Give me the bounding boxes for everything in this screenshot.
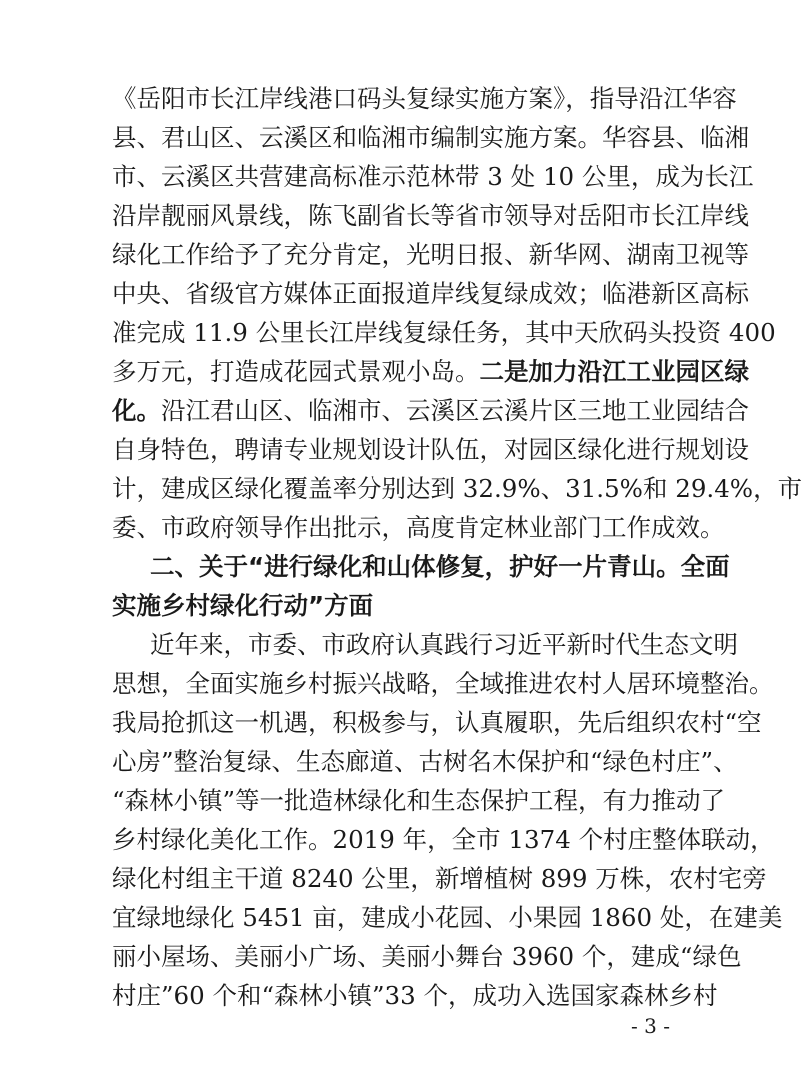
text-line: 计，建成区绿化覆盖率分别达到 32.9%、31.5%和 29.4%，市 (112, 474, 802, 503)
text-line: 绿化工作给予了充分肯定，光明日报、新华网、湖南卫视等 (112, 240, 749, 269)
text-line: 中央、省级官方媒体正面报道岸线复绿成效；临港新区高标 (112, 279, 749, 308)
text-line: 市、云溪区共营建高标准示范林带 3 处 10 公里，成为长江 (112, 162, 754, 191)
bold-lead-phrase: 化。 (112, 396, 161, 425)
text-line: 《岳阳市长江岸线港口码头复绿实施方案》，指导沿江华容 (112, 84, 737, 113)
page-number: - 3 - (631, 1014, 670, 1038)
text-line: 近年来，市委、市政府认真践行习近平新时代生态文明 (150, 630, 738, 659)
text-line: 宜绿地绿化 5451 亩，建成小花园、小果园 1860 处，在建美 (112, 903, 783, 932)
text-line: 绿化村组主干道 8240 公里，新增植树 899 万株，农村宅旁 (112, 864, 767, 893)
text-line: 丽小屋场、美丽小广场、美丽小舞台 3960 个，建成“绿色 (112, 942, 742, 971)
text-line (112, 396, 749, 426)
text-line: 委、市政府领导作出批示，高度肯定林业部门工作成效。 (112, 513, 725, 542)
bold-lead-phrase: 二是加力沿江工业园区绿 (479, 357, 749, 386)
section-heading: 实施乡村绿化行动”方面 (112, 591, 374, 620)
text-line: 思想，全面实施乡村振兴战略，全域推进农村人居环境整治。 (112, 669, 774, 698)
text-run: 沿江君山区、临湘市、云溪区云溪片区三地工业园结合 (161, 396, 749, 425)
text-line: 村庄”60 个和“森林小镇”33 个，成功入选国家森林乡村 (112, 981, 718, 1010)
text-line: 心房”整治复绿、生态廊道、古树名木保护和“绿色村庄”、 (112, 747, 738, 776)
text-line: 沿岸靓丽风景线，陈飞副省长等省市领导对岳阳市长江岸线 (112, 201, 749, 230)
text-run: 多万元，打造成花园式景观小岛。 (112, 357, 480, 386)
text-line: 自身特色，聘请专业规划设计队伍，对园区绿化进行规划设 (112, 435, 749, 464)
text-line: 准完成 11.9 公里长江岸线复绿任务，其中天欣码头投资 400 (112, 318, 776, 347)
section-heading: 二、关于“进行绿化和山体修复，护好一片青山。全面 (150, 552, 730, 581)
text-line: 我局抢抓这一机遇，积极参与，认真履职，先后组织农村“空 (112, 708, 762, 737)
text-line: “森林小镇”等一批造林绿化和生态保护工程，有力推动了 (112, 786, 726, 815)
text-line: 乡村绿化美化工作。2019 年，全市 1374 个村庄整体联动， (112, 825, 775, 854)
text-line (112, 357, 749, 387)
text-line: 县、君山区、云溪区和临湘市编制实施方案。华容县、临湘 (112, 123, 749, 152)
